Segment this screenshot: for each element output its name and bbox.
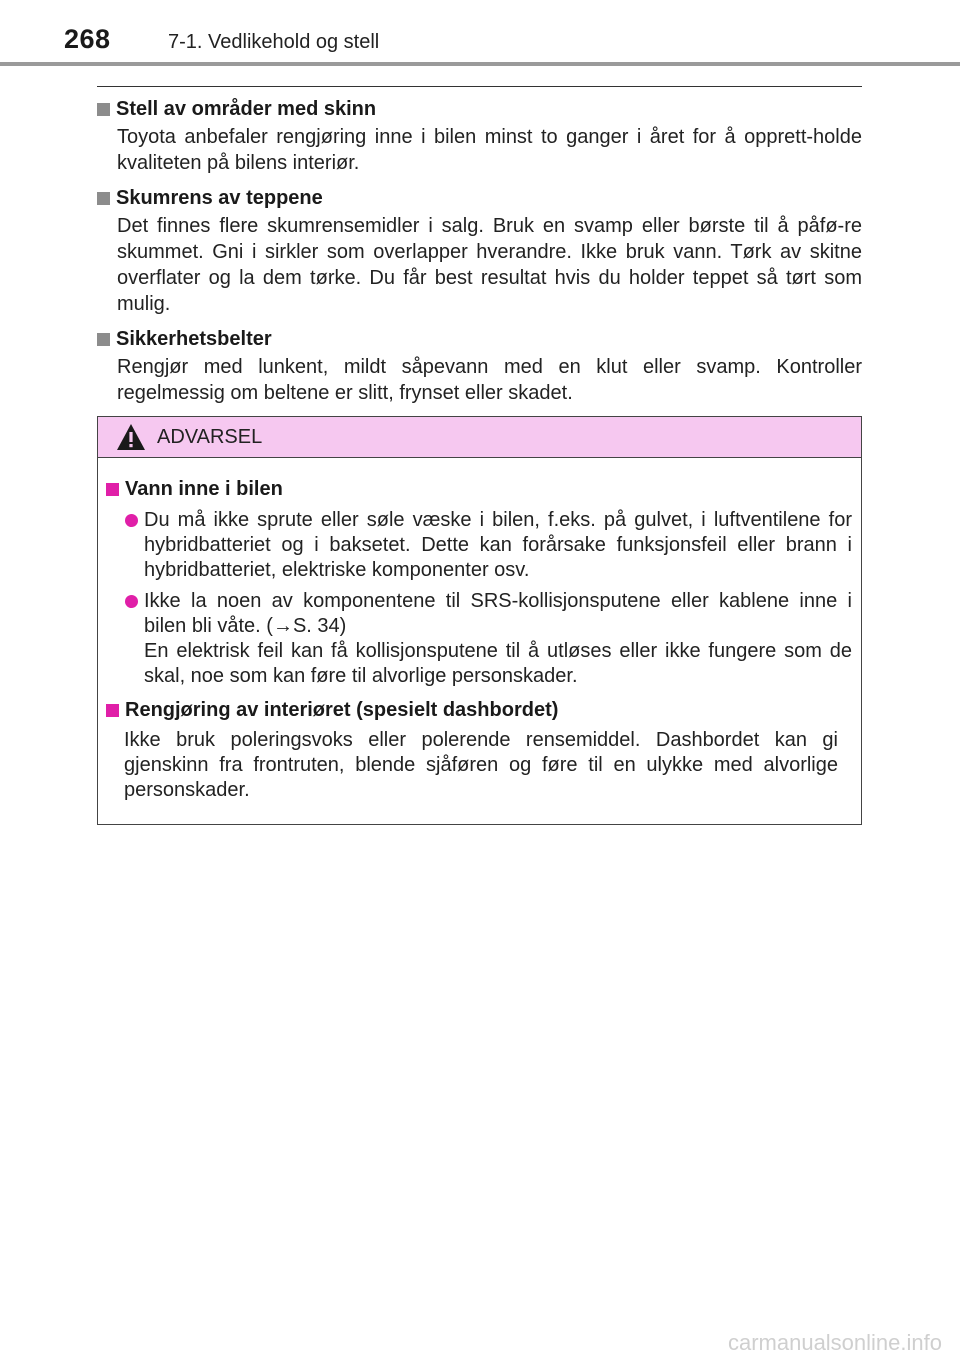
warning-section-dashboard <box>106 697 852 803</box>
top-divider <box>97 86 862 87</box>
bullet-text: Du må ikke sprute eller søle væske i bilen, f.eks. på gulvet, i luftventilene for hybridbatteriet og i baksetet. Dette kan forårsake funksjonsfeil eller brann i hybridbatteriet, elektriske komponenter osv. <box>144 509 852 581</box>
circle-bullet-icon <box>125 595 138 608</box>
warning-section-water <box>106 476 852 689</box>
section-seat-belts <box>97 326 862 406</box>
main-content <box>97 96 862 415</box>
bullet-text: Ikke la noen av komponentene til SRS-kollisjonsputene eller kablene inne i bilen bli våte. (→S. 34) <box>144 590 852 637</box>
page-number: 268 <box>64 24 111 54</box>
section-leather-care <box>97 96 862 176</box>
square-bullet-icon <box>97 333 110 346</box>
square-bullet-icon <box>106 483 119 496</box>
section-heading: Sikkerhetsbelter <box>116 327 272 350</box>
section-body: Det finnes flere skumrensemidler i salg. Bruk en svamp eller børste til å påfø-re skummet. Gni i sirkler som overlapper hverandre. Ikke bruk vann. Tørk av skitne overflater og la dem tørke. Du får best resultat hvis du holder teppet så tørt som mulig. <box>117 215 862 315</box>
square-bullet-icon <box>97 192 110 205</box>
section-heading: Stell av områder med skinn <box>116 97 377 120</box>
section-body: Rengjør med lunkent, mildt såpevann med en klut eller svamp. Kontroller regelmessig om beltene er slitt, frynset eller skadet. <box>117 356 862 404</box>
square-bullet-icon <box>106 704 119 717</box>
warning-body <box>98 458 861 803</box>
section-body: Toyota anbefaler rengjøring inne i bilen minst to ganger i året for å opprett-holde kvaliteten på bilens interiør. <box>117 126 862 174</box>
warning-triangle-icon <box>116 423 146 451</box>
warning-section-heading: Vann inne i bilen <box>125 477 283 500</box>
chapter-title: 7-1. Vedlikehold og stell <box>168 31 380 53</box>
section-carpet-foam <box>97 185 862 317</box>
page-header <box>0 0 960 66</box>
warning-title: ADVARSEL <box>157 425 263 448</box>
section-heading: Skumrens av teppene <box>116 186 323 209</box>
warning-section-heading: Rengjøring av interiøret (spesielt dashbordet) <box>125 698 559 721</box>
warning-section-body: Ikke bruk poleringsvoks eller polerende rensemiddel. Dashbordet kan gi gjenskinn fra frontruten, blende sjåføren og føre til en ulykke med alvorlige personskader. <box>124 729 838 801</box>
circle-bullet-icon <box>125 514 138 527</box>
bullet-text: En elektrisk feil kan få kollisjonsputene til å utløses eller ikke fungere som de skal, noe som kan føre til alvorlige personskader. <box>144 640 852 687</box>
square-bullet-icon <box>97 103 110 116</box>
warning-header <box>98 417 861 458</box>
bullet-item <box>125 508 852 583</box>
warning-box <box>97 416 862 825</box>
bullet-item <box>125 589 852 689</box>
watermark: carmanualsonline.info <box>727 1330 942 1355</box>
